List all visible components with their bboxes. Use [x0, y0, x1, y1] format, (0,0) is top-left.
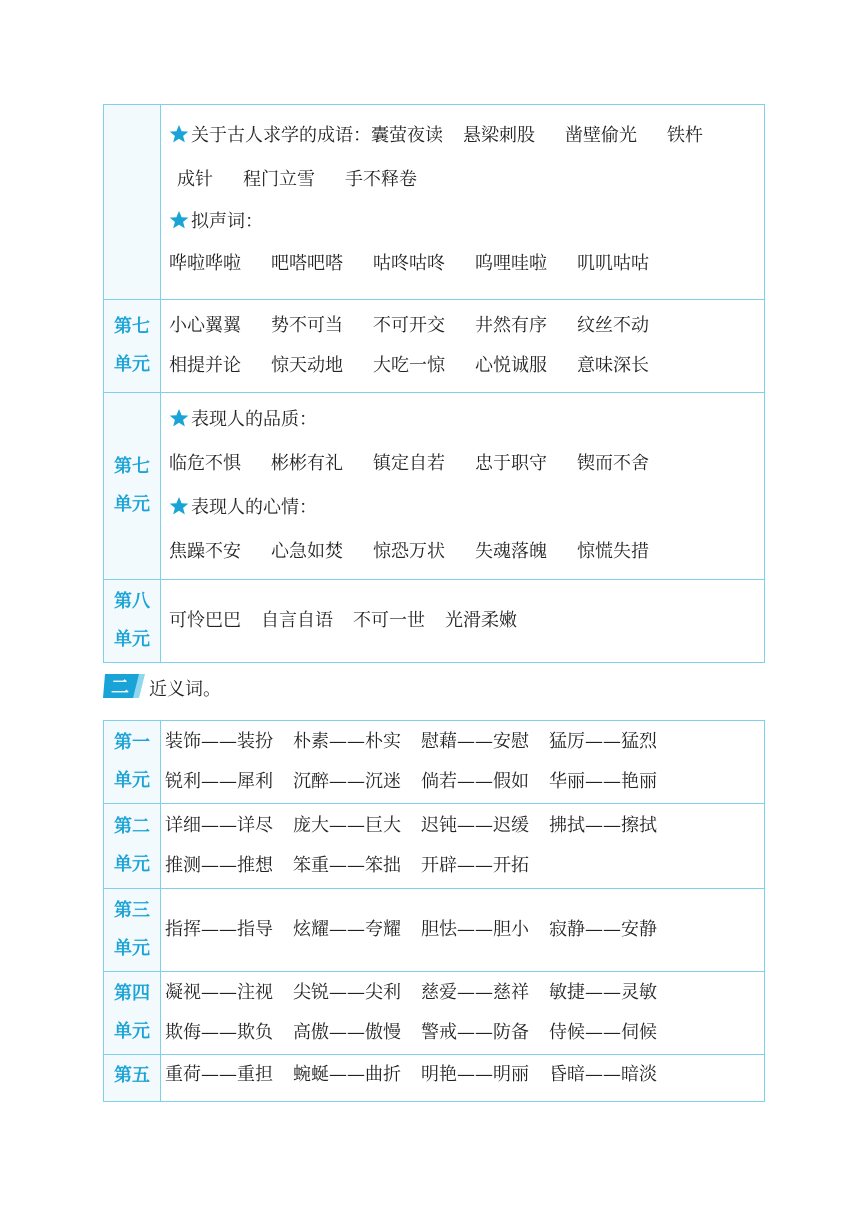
word: 叽叽咕咕 — [577, 253, 649, 274]
word: 庞大——巨大 — [293, 815, 401, 836]
word: 侍候——伺候 — [549, 1022, 657, 1043]
unit-cell — [104, 393, 161, 580]
star-icon — [169, 496, 189, 516]
heading-text: 表现人的心情： — [191, 497, 317, 518]
unit-label: 单元 — [114, 629, 150, 650]
unit-label: 第八 — [114, 591, 150, 612]
word: 纹丝不动 — [577, 315, 649, 336]
section-badge-icon — [103, 672, 145, 700]
word: 可怜巴巴 — [169, 610, 241, 631]
word: 猛厉——猛烈 — [549, 731, 657, 752]
content-line — [165, 973, 764, 1013]
content-cell — [161, 300, 765, 393]
heading-text: 表现人的品质： — [191, 409, 317, 430]
content-line — [169, 530, 764, 574]
table-row — [104, 972, 765, 1055]
word: 相提并论 — [169, 355, 241, 376]
word: 迟钝——迟缓 — [421, 815, 529, 836]
word: 程门立雪 — [243, 169, 315, 190]
unit-label: 第二 — [114, 816, 150, 837]
content-line — [169, 486, 764, 530]
content-line — [169, 442, 764, 486]
word: 忠于职守 — [475, 453, 547, 474]
idiom-table — [103, 104, 765, 663]
unit-cell — [104, 580, 161, 663]
unit-label: 第七 — [114, 316, 150, 337]
content-cell — [161, 393, 765, 580]
word: 开辟——开拓 — [421, 855, 529, 876]
content-line — [169, 202, 764, 242]
content-cell — [161, 972, 765, 1055]
word: 惊恐万状 — [373, 541, 445, 562]
word: 凿壁偷光 — [565, 125, 637, 146]
word: 彬彬有礼 — [271, 453, 343, 474]
section-title: 近义词。 — [149, 679, 221, 700]
unit-cell — [104, 300, 161, 393]
table-row — [104, 393, 765, 580]
unit-label: 单元 — [114, 770, 150, 791]
heading-text: 拟声词： — [191, 211, 263, 232]
word: 光滑柔嫩 — [445, 610, 517, 631]
content-line — [165, 1055, 764, 1095]
word: 囊萤夜读 — [371, 125, 443, 146]
word: 大吃一惊 — [373, 355, 445, 376]
word: 高傲——傲慢 — [293, 1022, 401, 1043]
table-row — [104, 804, 765, 889]
word: 镇定自若 — [373, 453, 445, 474]
content-line — [165, 762, 764, 802]
word: 炫耀——夸耀 — [293, 919, 401, 940]
unit-label: 单元 — [114, 354, 150, 375]
word: 凝视——注视 — [165, 982, 273, 1003]
section-badge-label: 二 — [111, 677, 129, 698]
word: 悬梁刺股 — [463, 125, 535, 146]
word: 井然有序 — [475, 315, 547, 336]
word: 惊天动地 — [271, 355, 343, 376]
unit-label: 单元 — [114, 854, 150, 875]
table-row — [104, 300, 765, 393]
word: 锲而不舍 — [577, 453, 649, 474]
word: 拂拭——擦拭 — [549, 815, 657, 836]
word: 心急如焚 — [271, 541, 343, 562]
word: 敏捷——灵敏 — [549, 982, 657, 1003]
table-row — [104, 105, 765, 300]
word: 意味深长 — [577, 355, 649, 376]
word: 心悦诚服 — [475, 355, 547, 376]
table-row — [104, 721, 765, 804]
content-line — [169, 398, 764, 442]
content-line — [165, 846, 764, 886]
unit-label: 第五 — [114, 1065, 150, 1086]
content-line — [165, 910, 764, 950]
word: 警戒——防备 — [421, 1022, 529, 1043]
word: 详细——详尽 — [165, 815, 273, 836]
word: 锐利——犀利 — [165, 771, 273, 792]
content-line — [169, 306, 764, 346]
synonym-table — [103, 720, 765, 1102]
word: 指挥——指导 — [165, 919, 273, 940]
unit-cell — [104, 105, 161, 300]
unit-cell — [104, 804, 161, 889]
word: 寂静——安静 — [549, 919, 657, 940]
unit-cell — [104, 721, 161, 804]
word: 沉醉——沉迷 — [293, 771, 401, 792]
content-cell — [161, 105, 765, 300]
word: 惊慌失措 — [577, 541, 649, 562]
table-row — [104, 1055, 765, 1102]
content-line — [169, 599, 764, 643]
word: 重荷——重担 — [165, 1064, 273, 1085]
word: 成针 — [177, 169, 213, 190]
word: 尖锐——尖利 — [293, 982, 401, 1003]
section-header — [103, 668, 503, 708]
word: 朴素——朴实 — [293, 731, 401, 752]
unit-cell — [104, 972, 161, 1055]
word: 不可开交 — [373, 315, 445, 336]
word: 华丽——艳丽 — [549, 771, 657, 792]
content-line — [165, 806, 764, 846]
word: 不可一世 — [353, 610, 425, 631]
content-line — [169, 346, 764, 386]
word: 哗啦哗啦 — [169, 253, 241, 274]
unit-label: 第三 — [114, 900, 150, 921]
content-line — [165, 1013, 764, 1053]
content-line — [169, 158, 764, 202]
content-cell — [161, 804, 765, 889]
content-line — [169, 242, 764, 286]
word: 失魂落魄 — [475, 541, 547, 562]
word: 蜿蜒——曲折 — [293, 1064, 401, 1085]
word: 铁杵 — [667, 125, 703, 146]
unit-cell — [104, 889, 161, 972]
star-icon — [169, 210, 189, 230]
star-icon — [169, 408, 189, 428]
word: 昏暗——暗淡 — [549, 1064, 657, 1085]
word: 推测——推想 — [165, 855, 273, 876]
star-icon — [169, 124, 189, 144]
word: 笨重——笨拙 — [293, 855, 401, 876]
word: 装饰——装扮 — [165, 731, 273, 752]
word: 手不释卷 — [345, 169, 417, 190]
word: 自言自语 — [261, 610, 333, 631]
unit-label: 单元 — [114, 938, 150, 959]
content-line — [169, 114, 764, 158]
word: 欺侮——欺负 — [165, 1022, 273, 1043]
word: 势不可当 — [271, 315, 343, 336]
table-row — [104, 580, 765, 663]
heading-text: 关于古人求学的成语： — [191, 125, 371, 146]
content-cell — [161, 580, 765, 663]
table-row — [104, 889, 765, 972]
word: 临危不惧 — [169, 453, 241, 474]
unit-label: 单元 — [114, 1021, 150, 1042]
content-line — [165, 722, 764, 762]
unit-label: 第四 — [114, 983, 150, 1004]
content-cell — [161, 721, 765, 804]
content-cell — [161, 1055, 765, 1102]
word: 明艳——明丽 — [421, 1064, 529, 1085]
word: 倘若——假如 — [421, 771, 529, 792]
word: 慰藉——安慰 — [421, 731, 529, 752]
unit-cell — [104, 1055, 161, 1102]
word: 呜哩哇啦 — [475, 253, 547, 274]
content-cell — [161, 889, 765, 972]
word: 焦躁不安 — [169, 541, 241, 562]
unit-label: 单元 — [114, 494, 150, 515]
word: 小心翼翼 — [169, 315, 241, 336]
word: 胆怯——胆小 — [421, 919, 529, 940]
word: 慈爱——慈祥 — [421, 982, 529, 1003]
unit-label: 第一 — [114, 732, 150, 753]
word: 咕咚咕咚 — [373, 253, 445, 274]
word: 吧嗒吧嗒 — [271, 253, 343, 274]
unit-label: 第七 — [114, 456, 150, 477]
